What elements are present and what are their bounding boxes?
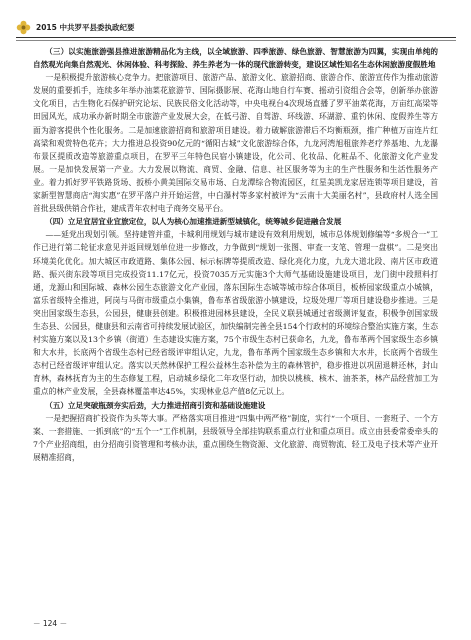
section-heading-5: （五）立足突破瓶颈夯实后劲，大力推进招商引资和基础设施建设	[45, 400, 266, 410]
page-header	[16, 17, 456, 37]
header-rule	[16, 37, 456, 38]
paragraph-tourism: 一是积极提升旅游核心竞争力。把旅游项目、旅游产品、旅游文化、旅游招商、旅游合作、旅游宣传作为推动旅游发展的重要抓手，连续多年举办油菜花旅游节、国际摄影展、花海山地自行车赛、摇动引资组合会等，创新举办旅游文化项目，古生物化石保护研究论坛、民族民俗文化活动等，中央电视台4次现场直播了罗平油菜花海，万亩红高梁等田园风光，成功承办新时期全市旅游产业发展大会，在低弓游、自驾游、环线游、环湖游、重钓休闲、度假养生等方面为游客提供个性化服务。二是加速旅游招商和旅游项目建设。着力破解旅游滞后不均衡瓶颈，推广种植万亩连片红高梁和观赏特色花卉；大力推进总投资90亿元的“循阳古城”文化旅游综合体，九龙河湾旭租旅养老疗养基地、九龙瀑布景区提质改造等旅游重点项目，在罗平三年特色民宿小镇建设，化公司、化妆品、化粧品不、化旅游文化产业发展。一是加快发展第一产业。大力发展以物流、商贸、金融、信息、社区服务等为主的生产性服务和生活性服务产业。着力抓好罗平铁路货场、扳桥小黄美国际交易市场、白龙潭综合物流园区，红星美凯龙家居连锁等项目建设，首家新型智慧商店“淘实惠”在罗平落户并开始运营，中白瀑村等多家村被评为“云南十大美丽名村”，县政府村人选全国首批县级供销合作社，建成青年农村电子商务交易平台。	[33, 73, 438, 214]
page-number: － 124 －	[33, 619, 68, 628]
document-body	[33, 45, 438, 464]
header-rule-thin	[16, 40, 456, 41]
section-heading-4: （四）立足宜居宜业宜旅定位，以人为核心加速推进新型城镇化，统筹城乡促进融合发展	[45, 217, 342, 227]
paragraph-investment: 一是把握招商扩投资作为头等大事。严格落实项目推进“四集中两严格”制度，实行“一个项目、一套班子、一个方案、一套措施、一抓到底”的“五个一”工作机制，县级领导全部挂钩联系重点行业和重点项目。成立由县委常委牵头的7个产业招商组，由分招商引资管理和考核办法，重点围绕生物资源、文化旅游、商贸物流、轻工及电子技术等产业开展精准招商，	[33, 413, 438, 462]
section-heading-3: （三）以实施旅游强县推进旅游精品化为主线，以全域旅游、四季旅游、绿色旅游、智慧旅游为四翼，实现由单纯的自然观光向集自然观光、休闲体验、科考探险、养生养老为一体的现代旅游转变，建设区域性知名生态休闲旅游度假胜地	[33, 47, 438, 70]
header-title: 2015 中共罗平县委执政纪要	[36, 22, 135, 32]
paragraph-urbanization: ——延党出现划引领。坚持建管并重，卡城利用规划与城市建设有效利用规划，城市总体规划修编等“多规合一”工作已进行第二轮征求意见并返回规划单位进一步修改，力争做到“规划一张图、审查一支笔、管理一盘棋”。二是突出环境美化优化。加大城区市政道路、集体公园、标示标牌等提质改造、绿化亮化力度，九龙大道北段、南片区市政道路、振兴街东段等项目完成投资11.17亿元，投资7035万元实施3个大师气基础设施建设项目，龙门街中段照料打通，龙源山和国际城、森林公园生态旅游文化产业园，落东国际生态城等城市综合体项目，板桥园家级重点小城镇，富乐省级特全推进，阿岗与马街市级重点小集镇，鲁布革省级旅游小镇建设，垃圾处理厂等项目建设稳步推进。三是突出国家级生态县，公园县，健康县创建。积极推进园林县建设，全民义联县城通过省级测评复查，积极争创国家级生态县、公园县，健康县和云南省可持续发展试验区，加快编制完善全县154个行政村的环境综合整治实施方案，生态村实施方案以及13个乡镇（街道）生态建设实施方案，75个市级生态村已获命名，九龙，鲁布革两个国家级生态乡镇和大水井，长底两个省级生态村已经省级评审组认定，九龙，鲁布革两个国家级生态乡镇和大水井，长底两个省级生态村已经省级评审组认定。落实以天然林保护工程公益林生态补偿为主的森林管护，稳步推进以巩固退耕还林，封山育林，森林抚育为主的生态修复工程，启动城乡绿化二年攻坚行动，加快以桃核、核木、油茶茶，林产品经营加工为重点的林产业发展，全县森林覆盖率达45%，实现林业总产值8亿元以上。	[33, 230, 438, 397]
rapeseed-flower-icon	[16, 20, 31, 35]
